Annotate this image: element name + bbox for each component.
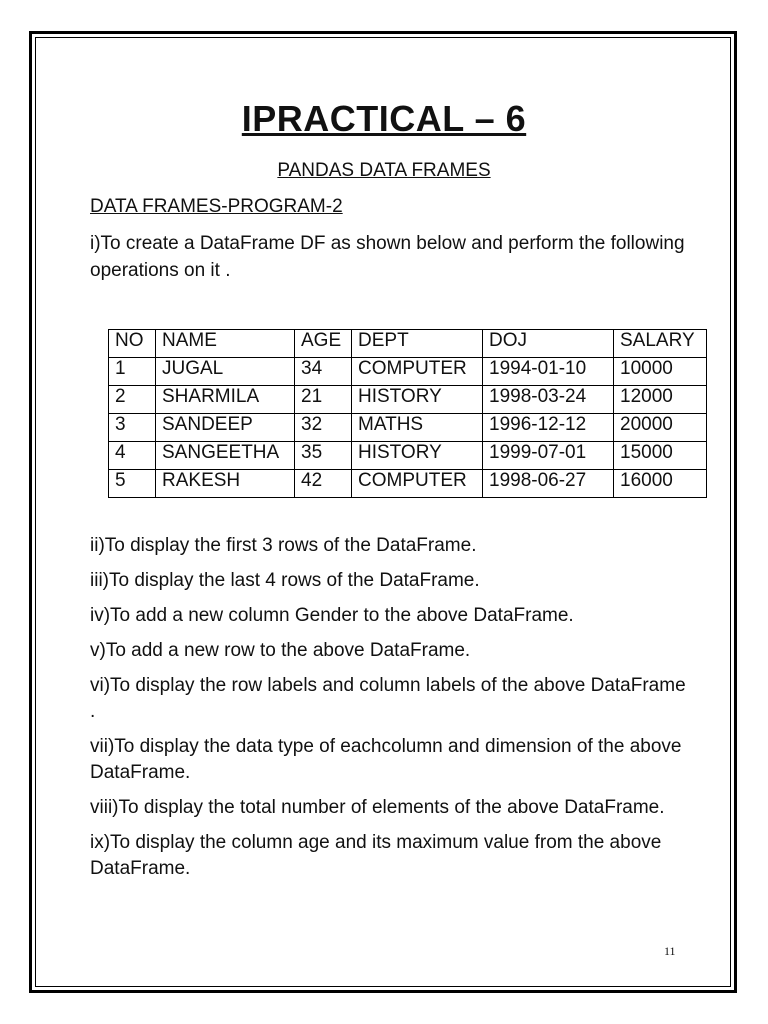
- cell-no: 4: [109, 442, 156, 470]
- table-row: [109, 358, 707, 386]
- cell-name: RAKESH: [156, 470, 295, 498]
- header-name: NAME: [156, 330, 295, 358]
- operation-item: iv)To add a new column Gender to the above DataFrame.: [90, 605, 574, 626]
- cell-salary: 20000: [614, 414, 707, 442]
- cell-age: 42: [295, 470, 352, 498]
- dataframe-table: [108, 329, 707, 498]
- operation-item: ii)To display the first 3 rows of the DataFrame.: [90, 535, 477, 556]
- cell-name: SANDEEP: [156, 414, 295, 442]
- header-age: AGE: [295, 330, 352, 358]
- header-doj: DOJ: [483, 330, 614, 358]
- table-row: [109, 442, 707, 470]
- cell-age: 21: [295, 386, 352, 414]
- table-header-row: [109, 330, 707, 358]
- operation-item: vii)To display the data type of eachcolumn and dimension of the above DataFrame.: [90, 736, 682, 783]
- cell-dept: HISTORY: [352, 386, 483, 414]
- cell-doj: 1999-07-01: [483, 442, 614, 470]
- page-number: 11: [664, 944, 676, 958]
- cell-no: 5: [109, 470, 156, 498]
- cell-name: SANGEETHA: [156, 442, 295, 470]
- cell-doj: 1994-01-10: [483, 358, 614, 386]
- table-row: [109, 386, 707, 414]
- cell-dept: HISTORY: [352, 442, 483, 470]
- cell-age: 35: [295, 442, 352, 470]
- operation-item: vi)To display the row labels and column labels of the above DataFrame .: [90, 675, 686, 722]
- cell-name: JUGAL: [156, 358, 295, 386]
- cell-salary: 15000: [614, 442, 707, 470]
- cell-doj: 1998-06-27: [483, 470, 614, 498]
- header-no: NO: [109, 330, 156, 358]
- cell-salary: 10000: [614, 358, 707, 386]
- table-row: [109, 414, 707, 442]
- cell-no: 1: [109, 358, 156, 386]
- table-row: [109, 470, 707, 498]
- cell-no: 2: [109, 386, 156, 414]
- page-title: IPRACTICAL – 6: [241, 98, 527, 139]
- operation-item: ix)To display the column age and its maximum value from the above DataFrame.: [90, 832, 662, 879]
- operation-item: viii)To display the total number of elements of the above DataFrame.: [90, 797, 665, 818]
- section-heading: DATA FRAMES-PROGRAM-2: [90, 196, 343, 217]
- cell-dept: MATHS: [352, 414, 483, 442]
- cell-salary: 12000: [614, 386, 707, 414]
- operation-item: v)To add a new row to the above DataFrame.: [90, 640, 471, 661]
- cell-name: SHARMILA: [156, 386, 295, 414]
- page-subtitle: PANDAS DATA FRAMES: [277, 160, 491, 181]
- cell-age: 32: [295, 414, 352, 442]
- cell-doj: 1996-12-12: [483, 414, 614, 442]
- operations-list: [90, 533, 690, 891]
- cell-dept: COMPUTER: [352, 470, 483, 498]
- intro-text: i)To create a DataFrame DF as shown below and perform the following operations on it .: [90, 233, 685, 281]
- cell-dept: COMPUTER: [352, 358, 483, 386]
- cell-age: 34: [295, 358, 352, 386]
- cell-salary: 16000: [614, 470, 707, 498]
- header-dept: DEPT: [352, 330, 483, 358]
- header-salary: SALARY: [614, 330, 707, 358]
- cell-no: 3: [109, 414, 156, 442]
- operation-item: iii)To display the last 4 rows of the DataFrame.: [90, 570, 480, 591]
- cell-doj: 1998-03-24: [483, 386, 614, 414]
